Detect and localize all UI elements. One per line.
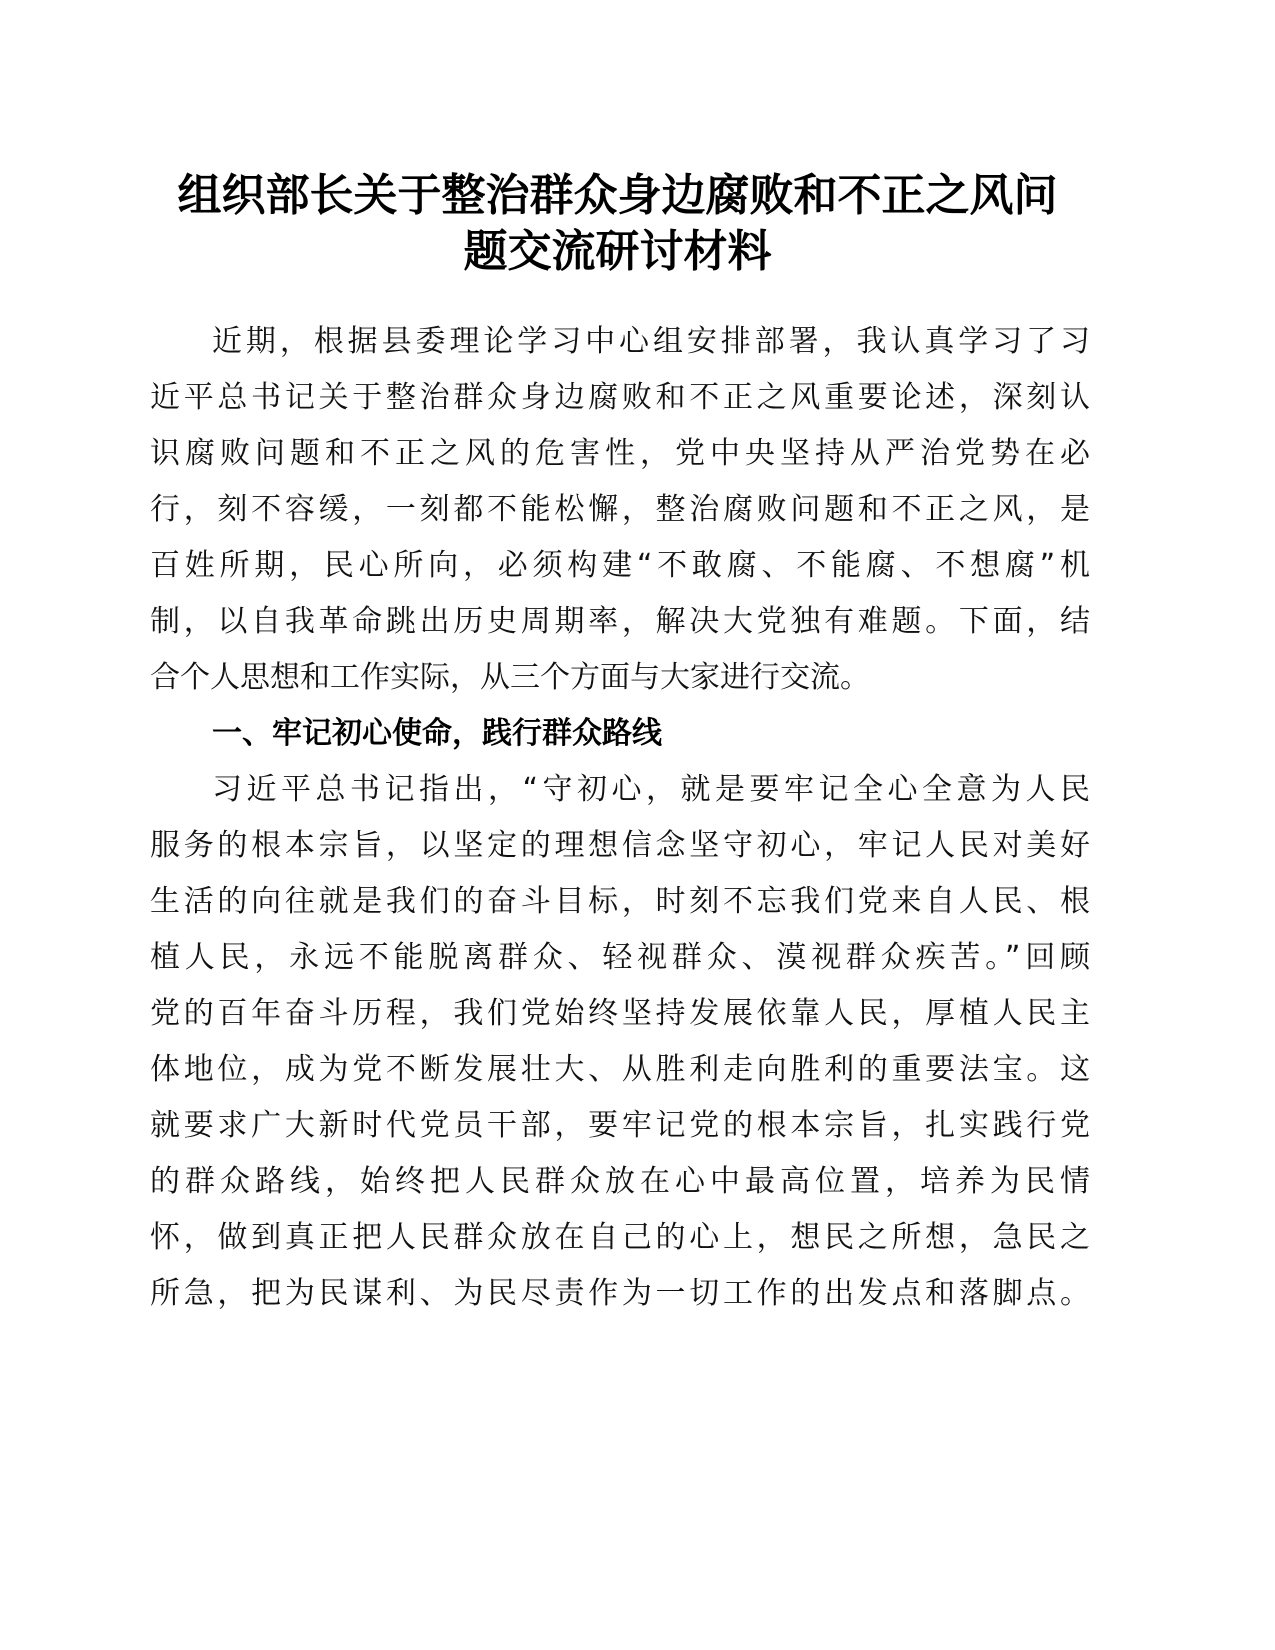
text-line: 就要求广大新时代党员干部，要牢记党的根本宗旨，扎实践行党 (150, 1108, 1090, 1143)
text-line: 所急，把为民谋利、为民尽责作为一切工作的出发点和落脚点。 (150, 1276, 1090, 1311)
section-heading: 一、牢记初心使命，践行群众路线 (212, 716, 662, 751)
title-line: 组织部长关于整治群众身边腐败和不正之风问 (177, 170, 1058, 221)
text-line: 怀，做到真正把人民群众放在自己的心上，想民之所想，急民之 (150, 1220, 1090, 1255)
text-line: 生活的向往就是我们的奋斗目标，时刻不忘我们党来自人民、根 (150, 884, 1090, 919)
text-line: 党的百年奋斗历程，我们党始终坚持发展依靠人民，厚植人民主 (150, 996, 1090, 1031)
text-line: 植人民，永远不能脱离群众、轻视群众、漠视群众疾苦。”回顾 (150, 940, 1090, 975)
text-line: 制，以自我革命跳出历史周期率，解决大党独有难题。下面，结 (150, 604, 1090, 639)
paragraph-section1 (150, 762, 1090, 1322)
text-line: 合个人思想和工作实际，从三个方面与大家进行交流。 (150, 660, 870, 695)
paragraph-intro (150, 314, 1090, 706)
text-line: 行，刻不容缓，一刻都不能松懈，整治腐败问题和不正之风，是 (150, 492, 1090, 527)
title-line: 题交流研讨材料 (463, 226, 772, 277)
text-line: 识腐败问题和不正之风的危害性，党中央坚持从严治党势在必 (150, 436, 1090, 471)
text-line: 习近平总书记指出，“守初心，就是要牢记全心全意为人民 (212, 772, 1090, 807)
text-line: 百姓所期，民心所向，必须构建“不敢腐、不能腐、不想腐”机 (150, 548, 1090, 583)
text-line: 近期，根据县委理论学习中心组安排部署，我认真学习了习 (212, 324, 1090, 359)
document-title (150, 168, 1085, 280)
text-line: 服务的根本宗旨，以坚定的理想信念坚守初心，牢记人民对美好 (150, 828, 1090, 863)
document-body (150, 314, 1090, 1322)
text-line: 近平总书记关于整治群众身边腐败和不正之风重要论述，深刻认 (150, 380, 1090, 415)
text-line: 体地位，成为党不断发展壮大、从胜利走向胜利的重要法宝。这 (150, 1052, 1090, 1087)
text-line: 的群众路线，始终把人民群众放在心中最高位置，培养为民情 (150, 1164, 1090, 1199)
